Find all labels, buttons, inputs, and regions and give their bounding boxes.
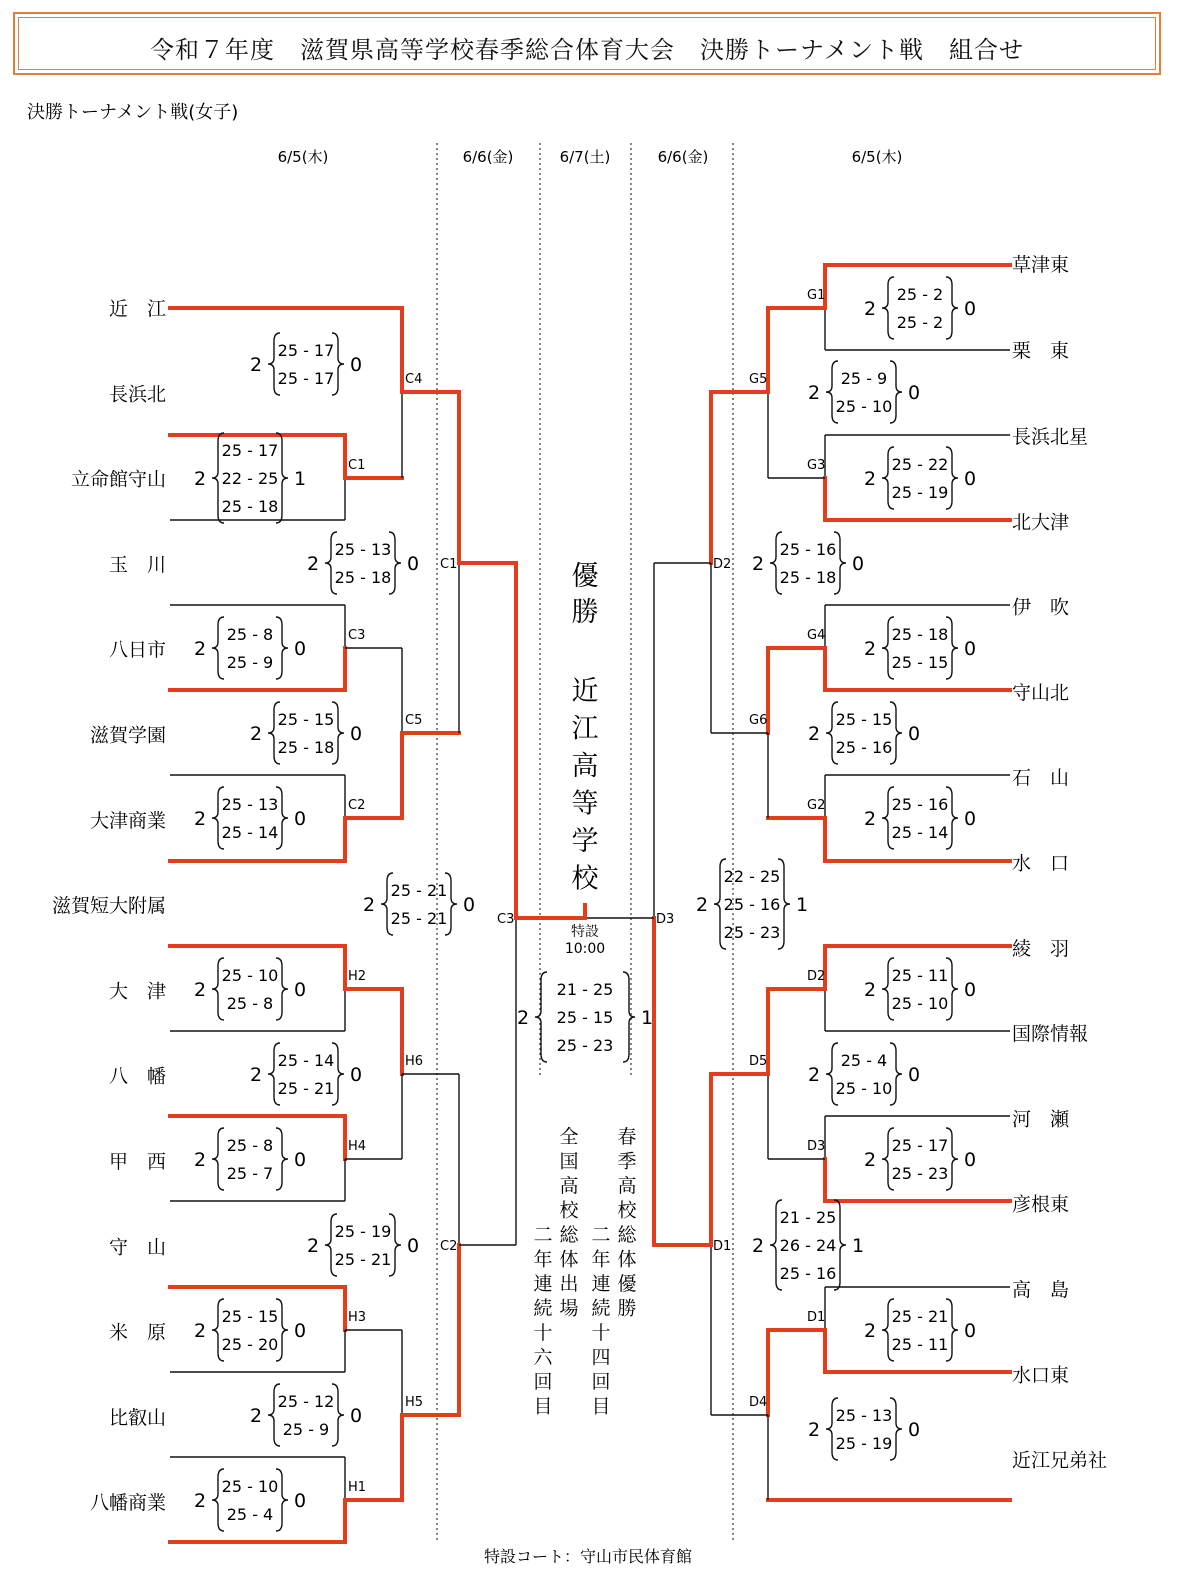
- team-name-right: 水口東: [1012, 1364, 1070, 1387]
- team-name-right: 国際情報: [1012, 1023, 1089, 1046]
- sets-lost: 0: [963, 979, 977, 1001]
- set-score: 25 - 20: [221, 1335, 279, 1354]
- sets-lost: 0: [349, 1405, 363, 1427]
- set-score: 25 - 13: [221, 795, 279, 814]
- bracket-subtitle: 決勝トーナメント戦(女子): [27, 102, 239, 123]
- score-brace: [623, 972, 635, 1062]
- sets-won: 2: [751, 553, 765, 575]
- sets-won: 2: [306, 1235, 320, 1257]
- date-right-round1: 6/5(木): [851, 148, 903, 166]
- match-code: G1: [807, 288, 826, 303]
- set-score: 22 - 25: [723, 867, 781, 886]
- champion-block: [565, 561, 605, 957]
- sets-won: 2: [863, 808, 877, 830]
- set-score: 25 - 15: [556, 1008, 614, 1027]
- set-score: 25 - 19: [891, 483, 949, 502]
- match-code: G2: [807, 798, 826, 813]
- team-name-left: 八日市: [108, 639, 166, 662]
- set-score: 25 - 16: [723, 895, 781, 914]
- team-name-right: 北大津: [1012, 511, 1070, 534]
- team-name-left: 比叡山: [108, 1406, 166, 1429]
- score-brace: [276, 1128, 288, 1190]
- match-code: C2: [440, 1239, 458, 1254]
- set-score: 25 - 16: [779, 1264, 837, 1283]
- set-score: 25 - 2: [896, 313, 944, 332]
- sets-won: 2: [751, 1235, 765, 1257]
- match-code: C2: [348, 798, 366, 813]
- set-score: 25 - 10: [221, 966, 279, 985]
- match-code: D3: [807, 1139, 826, 1154]
- set-score: 25 - 21: [390, 881, 448, 900]
- set-score: 25 - 22: [891, 455, 949, 474]
- set-score: 25 - 17: [277, 341, 335, 360]
- match-time: 10:00: [564, 941, 606, 957]
- sets-lost: 0: [907, 1064, 921, 1086]
- match-code: H5: [405, 1395, 424, 1410]
- set-score: 25 - 10: [221, 1477, 279, 1496]
- sets-lost: 0: [963, 1320, 977, 1342]
- score-brace: [212, 1128, 224, 1190]
- set-score: 25 - 15: [221, 1307, 279, 1326]
- date-right-round2: 6/6(金): [657, 148, 709, 166]
- sets-won: 2: [193, 638, 207, 660]
- set-score: 25 - 12: [277, 1392, 335, 1411]
- set-score: 25 - 9: [840, 369, 888, 388]
- score-brace: [535, 972, 547, 1062]
- team-name-left: 大津商業: [89, 809, 166, 832]
- sets-lost: 0: [293, 1320, 307, 1342]
- sets-won: 2: [863, 1149, 877, 1171]
- match-code: D2: [807, 969, 826, 984]
- set-score: 25 - 10: [835, 1079, 893, 1098]
- team-name-left: 八 幡: [108, 1065, 166, 1088]
- team-name-left: 大 津: [108, 980, 166, 1003]
- team-name-right: 綾 羽: [1012, 937, 1070, 960]
- sets-lost: 0: [293, 1149, 307, 1171]
- match-code: H1: [348, 1480, 367, 1495]
- team-name-right: 石 山: [1012, 767, 1070, 790]
- team-name-right: 長浜北星: [1012, 426, 1089, 448]
- match-code: H2: [348, 969, 367, 984]
- court-label: 特設: [571, 924, 599, 940]
- team-name-right: 草津東: [1012, 254, 1070, 276]
- team-name-left: 守 山: [108, 1236, 166, 1259]
- sets-won: 2: [863, 979, 877, 1001]
- match-code: D1: [713, 1239, 732, 1254]
- team-name-right: 守山北: [1012, 681, 1070, 704]
- sets-won: 2: [807, 382, 821, 404]
- date-left-round1: 6/5(木): [277, 148, 329, 166]
- team-name-left: 玉 川: [108, 553, 166, 576]
- set-score: 25 - 18: [221, 497, 279, 516]
- score-brace: [212, 617, 224, 679]
- match-code: C3: [497, 912, 515, 927]
- set-score: 25 - 10: [891, 994, 949, 1013]
- sets-won: 2: [306, 553, 320, 575]
- team-name-left: 滋賀短大附属: [51, 895, 166, 918]
- match-code: H3: [348, 1310, 367, 1325]
- set-score: 25 - 15: [835, 710, 893, 729]
- team-name-left: 甲 西: [108, 1151, 166, 1173]
- set-score: 25 - 8: [226, 994, 274, 1013]
- date-final: 6/7(土): [559, 148, 611, 166]
- set-score: 25 - 18: [891, 625, 949, 644]
- match-code: D2: [713, 557, 732, 572]
- set-score: 25 - 11: [891, 966, 949, 985]
- set-score: 25 - 16: [779, 540, 837, 559]
- set-score: 25 - 21: [334, 1250, 392, 1269]
- set-score: 25 - 19: [334, 1222, 392, 1241]
- score-brace: [276, 617, 288, 679]
- match-code: H4: [348, 1139, 367, 1154]
- sets-lost: 0: [963, 468, 977, 490]
- sets-won: 2: [249, 1405, 263, 1427]
- set-score: 25 - 14: [221, 823, 279, 842]
- set-score: 21 - 25: [779, 1208, 837, 1227]
- sets-won: 2: [362, 894, 376, 916]
- match-code: G6: [749, 713, 768, 728]
- team-name-right: 彦根東: [1012, 1193, 1070, 1216]
- set-score: 25 - 23: [556, 1036, 614, 1055]
- set-score: 25 - 4: [226, 1505, 274, 1524]
- set-score: 25 - 23: [891, 1164, 949, 1183]
- team-name-left: 長浜北: [108, 383, 166, 406]
- team-name-right: 伊 吹: [1012, 596, 1070, 619]
- sets-won: 2: [249, 1064, 263, 1086]
- set-score: 25 - 16: [835, 738, 893, 757]
- team-name-right: 高 島: [1012, 1279, 1070, 1301]
- sets-lost: 0: [963, 808, 977, 830]
- team-name-left: 米 原: [108, 1321, 166, 1344]
- set-score: 25 - 17: [221, 441, 279, 460]
- champion-label: 優勝: [571, 561, 599, 628]
- match-code: C5: [405, 713, 423, 728]
- set-score: 25 - 16: [891, 795, 949, 814]
- sets-won: 2: [193, 979, 207, 1001]
- team-name-right: 河 瀬: [1012, 1108, 1070, 1131]
- sets-lost: 0: [349, 723, 363, 745]
- sets-lost: 0: [462, 894, 476, 916]
- sets-lost: 0: [293, 808, 307, 830]
- set-score: 25 - 13: [835, 1406, 893, 1425]
- sets-won: 2: [516, 1007, 530, 1029]
- set-score: 25 - 18: [277, 738, 335, 757]
- note-national-streak: 二年連続十六回目: [533, 1224, 553, 1418]
- score-brace: [946, 277, 958, 339]
- sets-lost: 0: [406, 1235, 420, 1257]
- team-name-right: 水 口: [1012, 852, 1070, 875]
- match-code: D5: [749, 1054, 768, 1069]
- match-code: D1: [807, 1310, 826, 1325]
- match-code: C1: [440, 557, 458, 572]
- sets-lost: 0: [293, 979, 307, 1001]
- sets-lost: 1: [795, 894, 809, 916]
- set-score: 25 - 14: [891, 823, 949, 842]
- sets-won: 2: [193, 1490, 207, 1512]
- note-spring-streak: 二年連続十四回目: [591, 1224, 611, 1418]
- note-national: 全国高校総体出場: [559, 1126, 579, 1320]
- match-code: D4: [749, 1395, 768, 1410]
- set-score: 25 - 15: [277, 710, 335, 729]
- sets-won: 2: [249, 354, 263, 376]
- sets-lost: 0: [851, 553, 865, 575]
- sets-won: 2: [695, 894, 709, 916]
- sets-lost: 0: [907, 1419, 921, 1441]
- sets-won: 2: [193, 1149, 207, 1171]
- sets-won: 2: [193, 1320, 207, 1342]
- team-name-right: 栗 東: [1012, 340, 1070, 362]
- sets-lost: 0: [963, 298, 977, 320]
- set-score: 25 - 15: [891, 653, 949, 672]
- sets-lost: 0: [963, 1149, 977, 1171]
- set-score: 26 - 24: [779, 1236, 837, 1255]
- match-code: D3: [656, 912, 675, 927]
- set-score: 25 - 10: [835, 397, 893, 416]
- note-spring: 春季高校総体優勝: [617, 1126, 637, 1320]
- venue-footer: 特設コート：守山市民体育館: [483, 1547, 693, 1566]
- set-score: 25 - 21: [277, 1079, 335, 1098]
- set-score: 25 - 8: [226, 1136, 274, 1155]
- set-score: 25 - 13: [334, 540, 392, 559]
- bracket-lines: [170, 265, 1010, 1542]
- team-name-right: 近江兄弟社: [1012, 1449, 1108, 1472]
- sets-lost: 0: [349, 1064, 363, 1086]
- sets-lost: 0: [907, 382, 921, 404]
- set-score: 21 - 25: [556, 980, 614, 999]
- set-score: 25 - 17: [277, 369, 335, 388]
- sets-won: 2: [807, 723, 821, 745]
- match-code: H6: [405, 1054, 424, 1069]
- set-score: 25 - 21: [390, 909, 448, 928]
- set-score: 25 - 4: [840, 1051, 888, 1070]
- match-code: C3: [348, 628, 366, 643]
- sets-lost: 1: [640, 1007, 654, 1029]
- set-score: 22 - 25: [221, 469, 279, 488]
- match-code: G4: [807, 628, 826, 643]
- team-name-left: 滋賀学園: [89, 724, 166, 747]
- sets-won: 2: [863, 1320, 877, 1342]
- set-score: 25 - 17: [891, 1136, 949, 1155]
- sets-lost: 0: [406, 553, 420, 575]
- sets-won: 2: [249, 723, 263, 745]
- sets-lost: 1: [293, 468, 307, 490]
- sets-won: 2: [807, 1064, 821, 1086]
- team-name-left: 近 江: [108, 298, 166, 320]
- champion-name: 近江高等学校: [571, 676, 599, 895]
- set-score: 25 - 18: [334, 568, 392, 587]
- set-score: 25 - 7: [226, 1164, 274, 1183]
- team-name-left: 立命館守山: [70, 468, 166, 491]
- team-name-left: 八幡商業: [89, 1492, 166, 1515]
- set-score: 25 - 18: [779, 568, 837, 587]
- sets-lost: 0: [963, 638, 977, 660]
- sets-won: 2: [807, 1419, 821, 1441]
- score-brace: [882, 277, 894, 339]
- sets-lost: 0: [907, 723, 921, 745]
- sets-won: 2: [863, 638, 877, 660]
- set-score: 25 - 14: [277, 1051, 335, 1070]
- sets-lost: 0: [349, 354, 363, 376]
- sets-won: 2: [193, 468, 207, 490]
- match-code: C4: [405, 372, 423, 387]
- set-score: 25 - 19: [835, 1434, 893, 1453]
- set-score: 25 - 9: [282, 1420, 330, 1439]
- set-score: 25 - 8: [226, 625, 274, 644]
- sets-won: 2: [863, 468, 877, 490]
- date-left-round2: 6/6(金): [462, 148, 514, 166]
- set-score: 25 - 21: [891, 1307, 949, 1326]
- sets-won: 2: [863, 298, 877, 320]
- match-code: C1: [348, 458, 366, 473]
- set-score: 25 - 11: [891, 1335, 949, 1354]
- achievement-notes: [533, 1126, 637, 1418]
- set-score: 25 - 23: [723, 923, 781, 942]
- sets-won: 2: [193, 808, 207, 830]
- set-score: 25 - 9: [226, 653, 274, 672]
- page-title: 令和７年度 滋賀県高等学校春季総合体育大会 決勝トーナメント戦 組合せ: [149, 36, 1025, 64]
- sets-lost: 1: [851, 1235, 865, 1257]
- sets-lost: 0: [293, 1490, 307, 1512]
- sets-lost: 0: [293, 638, 307, 660]
- match-code: G3: [807, 458, 826, 473]
- match-code: G5: [749, 372, 768, 387]
- set-score: 25 - 2: [896, 285, 944, 304]
